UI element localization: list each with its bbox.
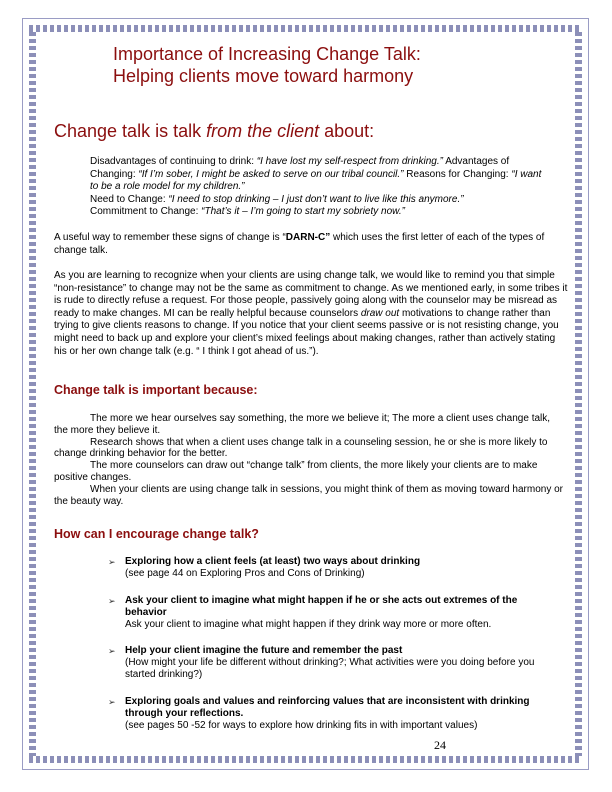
reasons-quote: “I want to be a role model for my children.” [90, 168, 542, 193]
advantages-quote: “If I’m sober, I might be asked to serve on our tribal council.” [138, 168, 404, 180]
bullet-text: (see page 44 on Exploring Pros and Cons of Drinking) [125, 568, 365, 579]
list-item [108, 595, 558, 631]
bullet-text: (How might your life be different without drinking?; What activities were you doing before you started drinking?) [125, 657, 535, 680]
arrow-bullet-icon: ➢ [108, 557, 116, 567]
arrow-bullet-icon: ➢ [108, 646, 116, 656]
page-number: 24 [434, 738, 446, 752]
para2-text-end: motivations to change rather than trying to give clients reasons to change. If you notice that your client seems passive or is not resisting change, you might need to back up and explore your client’s mixed feelings about making changes, rather than actively stating his or her own change talk (e.g. “ I think I got ahead of us.”). [54, 307, 559, 357]
non-resistance-paragraph [54, 270, 569, 358]
need-quote: “I need to stop drinking – I just don’t want to live like this anymore.” [168, 193, 464, 205]
important-item-text: When your clients are using change talk in sessions, you might think of them as moving toward harmony or the beauty way. [54, 483, 564, 507]
para2-emphasis: draw out [360, 307, 400, 319]
important-item [54, 460, 564, 484]
important-item-text: The more counselors can draw out “change talk” from clients, the more likely your clients are to make positive changes. [54, 460, 538, 483]
section-heading-change-talk [54, 121, 374, 142]
section-heading-important: Change talk is important because: [54, 383, 258, 397]
important-item-text: Research shows that when a client uses change talk in a counseling session, he or she is more likely to change drinking behavior for the better. [54, 436, 548, 460]
page-title [113, 43, 421, 87]
arrow-bullet-icon: ➢ [108, 697, 116, 707]
heading-text: Change talk is talk [54, 121, 207, 141]
darn-c-acronym: DARN-C” [285, 232, 331, 243]
commitment-label: Commitment to Change: [90, 206, 199, 218]
important-reasons [54, 413, 564, 507]
bullet-text: Ask your client to imagine what might happen if they drink way more or more often. [125, 619, 492, 630]
darn-c-paragraph [54, 232, 569, 257]
disadvantages-label: Disadvantages of continuing to drink: [90, 156, 254, 167]
important-item [54, 484, 564, 508]
list-item [108, 556, 558, 580]
para2-text: As you are learning to recognize when your clients are using change talk, we would like to remind you that simple “non-resistance” to change may not be the same as commitment to change. As we mentioned early, in some tribes it is rude to directly refuse a request. For those people, passively going along with the counselor may be misread as ready to make changes. MI can be really helpful because counselors [54, 270, 568, 319]
bullet-title: Exploring goals and values and reinforcing values that are inconsistent with drinking through your reflections. [125, 696, 530, 719]
reasons-label: Reasons for Changing: [406, 168, 509, 180]
commitment-quote: “That’s it – I’m going to start my sobriety now.” [201, 206, 405, 218]
advantages-label: Advantages of Changing: [90, 156, 510, 180]
section-heading-encourage: How can I encourage change talk? [54, 527, 259, 541]
title-line-1: Importance of Increasing Change Talk: [113, 44, 421, 64]
important-item [54, 437, 564, 461]
bullet-title: Ask your client to imagine what might happen if he or she acts out extremes of the behavior [125, 595, 518, 618]
heading-text-end: about: [319, 121, 375, 141]
para1-text: A useful way to remember these signs of change is “ [54, 232, 286, 243]
darn-examples [90, 156, 550, 219]
heading-emphasis: from the client [206, 121, 320, 141]
arrow-bullet-icon: ➢ [108, 596, 116, 606]
need-label: Need to Change: [90, 193, 166, 205]
bullet-text: (see pages 50 -52 for ways to explore how drinking fits in with important values) [125, 720, 478, 731]
title-line-2: Helping clients move toward harmony [113, 66, 414, 86]
list-item [108, 696, 558, 732]
bullet-title: Exploring how a client feels (at least) two ways about drinking [125, 556, 421, 567]
disadvantages-quote: “I have lost my self-respect from drinking.” [256, 156, 443, 167]
para1-text-end: which uses the first letter of each of the types of change talk. [54, 232, 545, 256]
list-item [108, 645, 558, 681]
bullet-title: Help your client imagine the future and remember the past [125, 645, 403, 656]
important-item-text: The more we hear ourselves say something, the more we believe it; The more a client uses change talk, the more they believe it. [54, 413, 551, 436]
important-item [54, 413, 564, 437]
